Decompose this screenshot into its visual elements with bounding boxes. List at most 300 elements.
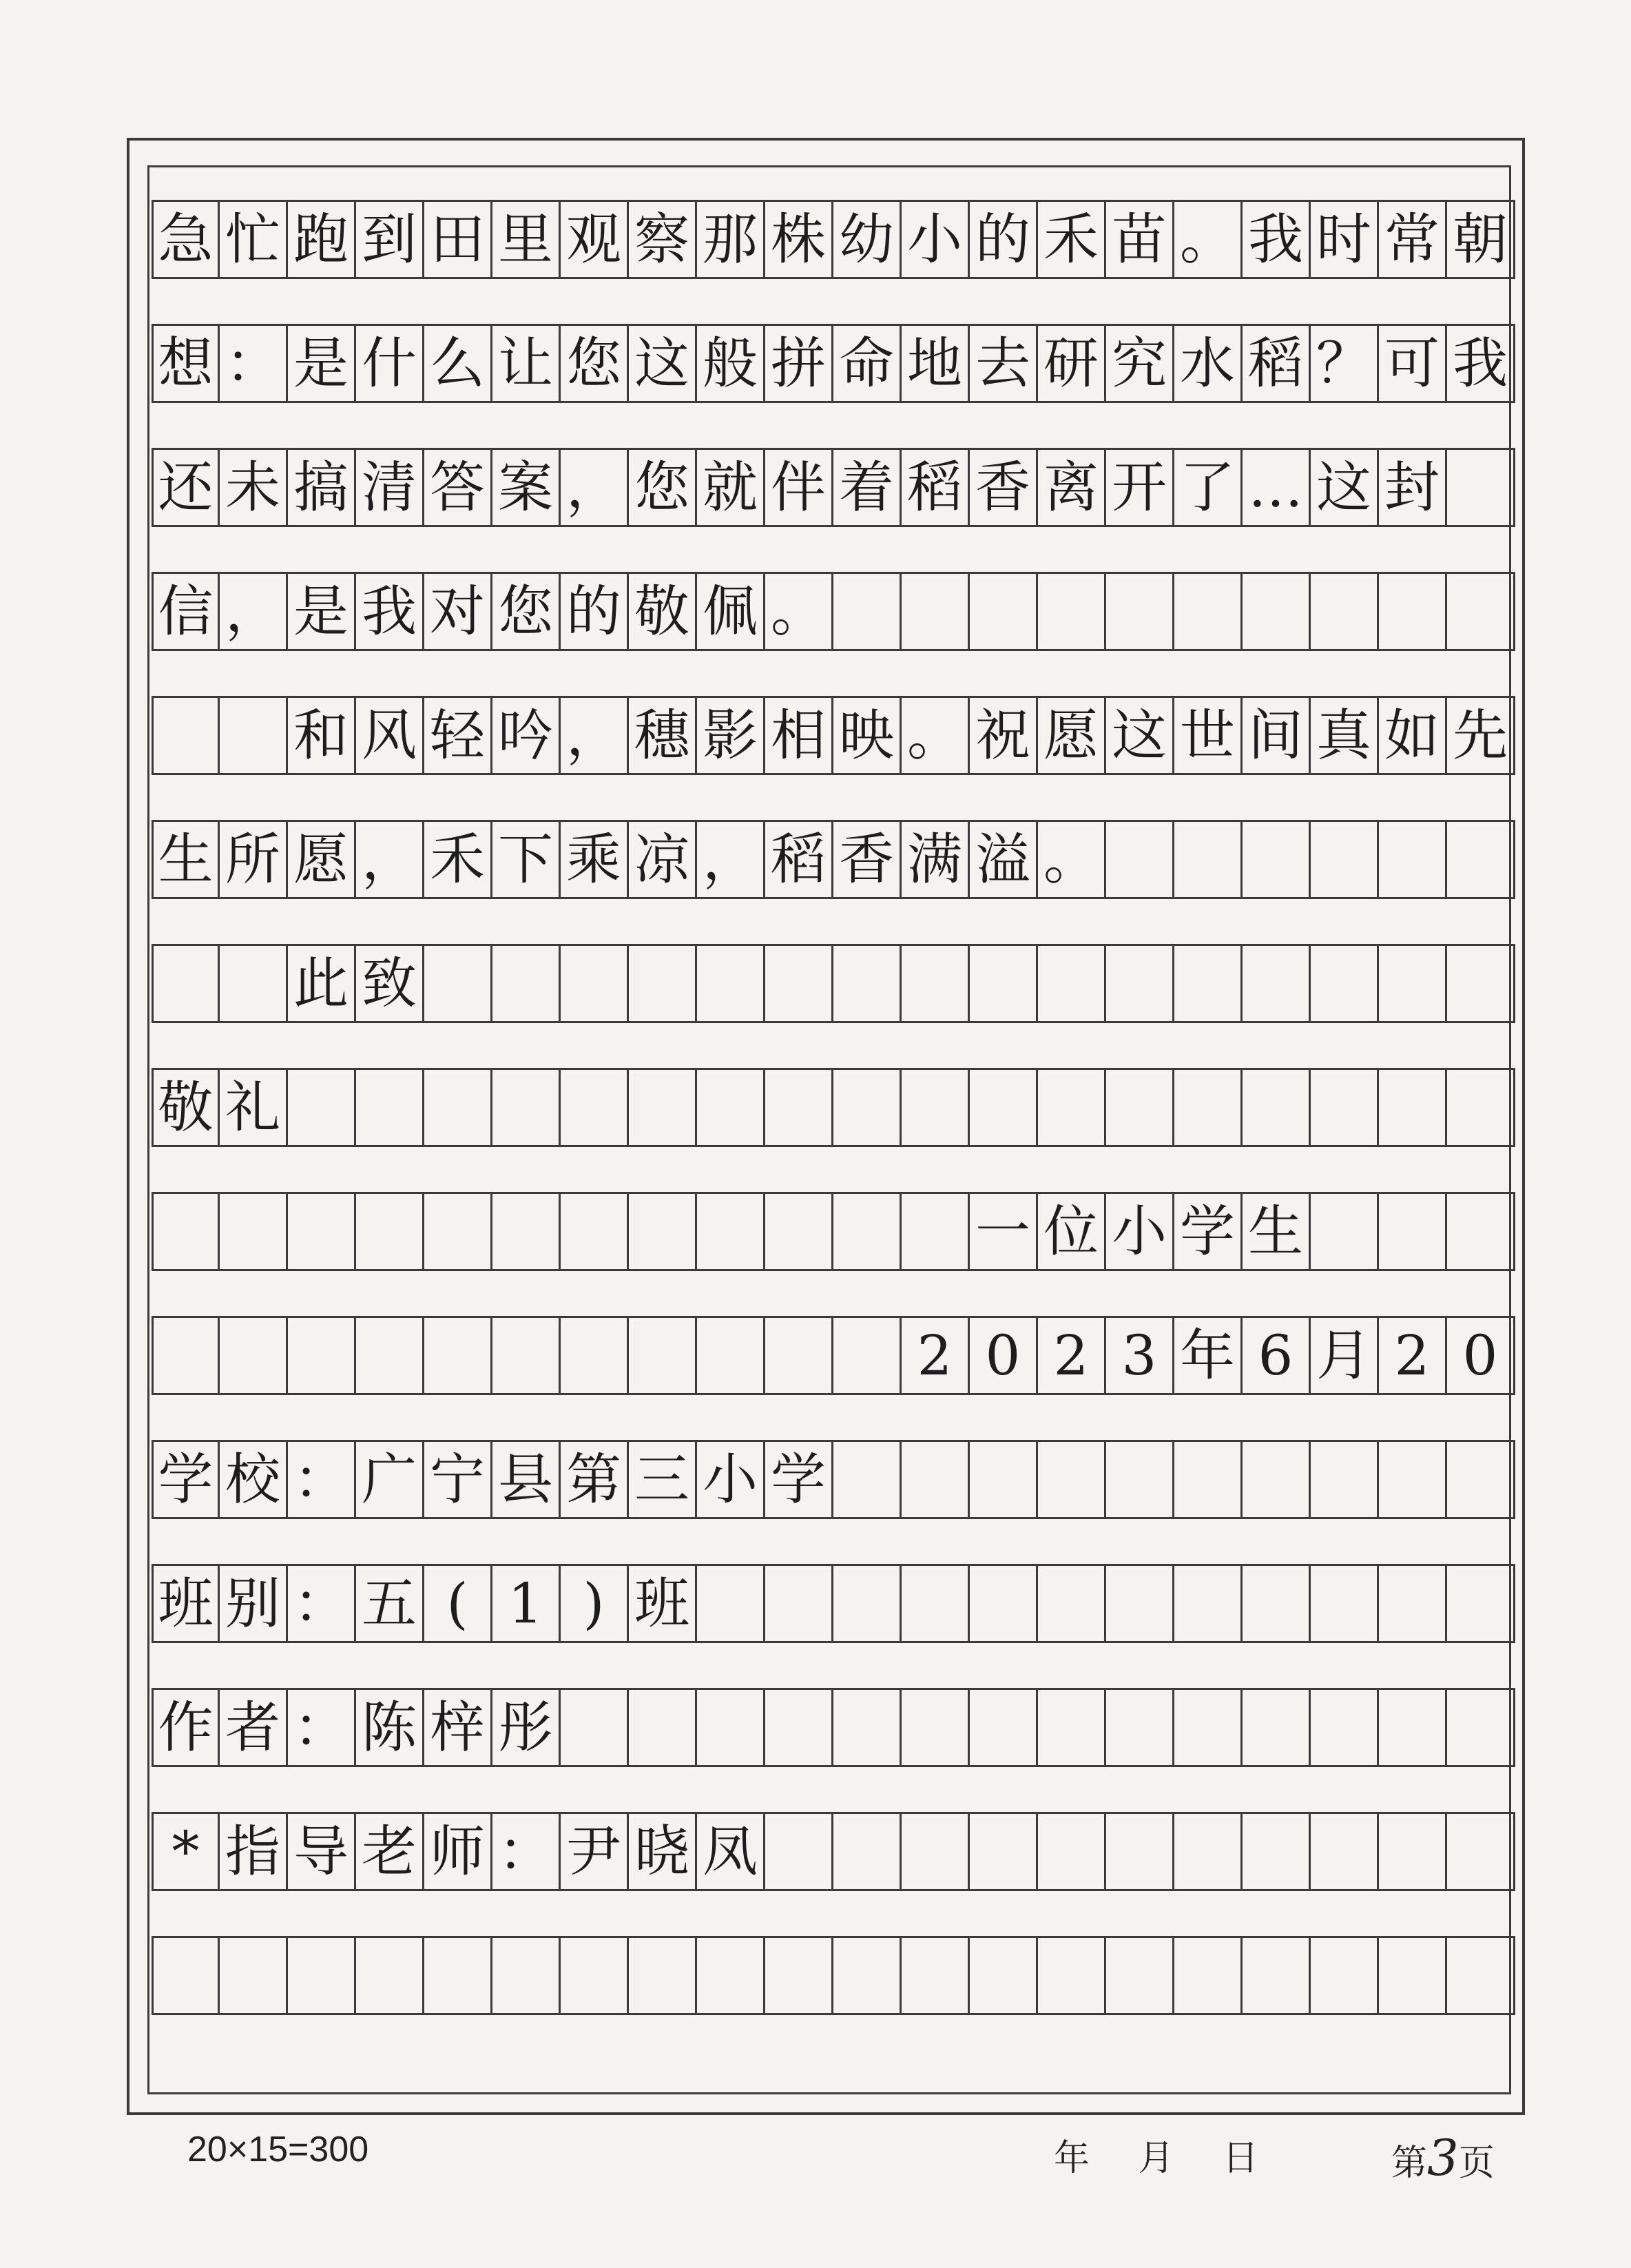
grid-cell [288, 1318, 356, 1393]
grid-row [152, 1316, 1515, 1395]
grid-cell: 指 [220, 1814, 288, 1889]
grid-row [152, 696, 1515, 775]
grid-cell: 。 [1174, 202, 1243, 277]
grid-cell [1447, 1442, 1515, 1517]
grid-cell: 礼 [220, 1070, 288, 1145]
grid-cell [1106, 1442, 1174, 1517]
grid-cell: 去 [970, 326, 1038, 401]
grid-cell: 稻 [902, 450, 970, 525]
grid-row [152, 944, 1515, 1023]
grid-cell [220, 1194, 288, 1269]
grid-cell [902, 1690, 970, 1765]
grid-cell: 敬 [629, 574, 697, 649]
grid-cell [1379, 822, 1447, 897]
grid-cell: 您 [629, 450, 697, 525]
grid-cell: 什 [356, 326, 424, 401]
grid-cell [1311, 1814, 1379, 1889]
grid-cell: 我 [356, 574, 424, 649]
grid-cell: 伴 [765, 450, 833, 525]
grid-cell: 满 [902, 822, 970, 897]
grid-cell: 对 [424, 574, 492, 649]
grid-cell [1447, 1938, 1515, 2013]
grid-cell: 忙 [220, 202, 288, 277]
grid-cell [1243, 1690, 1311, 1765]
grid-cell: 风 [356, 698, 424, 773]
grid-cell: 影 [697, 698, 765, 773]
page-number [1391, 2129, 1495, 2187]
grid-cell [152, 698, 220, 773]
grid-cell [1311, 1938, 1379, 2013]
grid-cell [1106, 1690, 1174, 1765]
grid-cell [424, 1194, 492, 1269]
grid-cell: 愿 [1038, 698, 1106, 773]
grid-cell [356, 1318, 424, 1393]
grid-cell: 3 [1106, 1318, 1174, 1393]
grid-cell [152, 1318, 220, 1393]
grid-cell [1379, 1442, 1447, 1517]
grid-cell: 稻 [765, 822, 833, 897]
grid-cell: 是 [288, 574, 356, 649]
grid-cell [561, 946, 629, 1021]
grid-cell: 先 [1447, 698, 1515, 773]
grid-cell [833, 1442, 902, 1517]
grid-cell: 乘 [561, 822, 629, 897]
grid-cell [833, 1566, 902, 1641]
grid-cell: 三 [629, 1442, 697, 1517]
grid-cell: 株 [765, 202, 833, 277]
grid-cell: 禾 [424, 822, 492, 897]
grid-cell [1311, 574, 1379, 649]
grid-cell: 您 [492, 574, 561, 649]
grid-cell: 宁 [424, 1442, 492, 1517]
grid-cell: ？ [1311, 326, 1379, 401]
grid-cell [1106, 1566, 1174, 1641]
grid-cell: 此 [288, 946, 356, 1021]
grid-cell: 晓 [629, 1814, 697, 1889]
grid-cell: 陈 [356, 1690, 424, 1765]
grid-cell: 里 [492, 202, 561, 277]
grid-cell [1106, 574, 1174, 649]
grid-cell [1311, 822, 1379, 897]
grid-cell: 小 [1106, 1194, 1174, 1269]
grid-cell: 那 [697, 202, 765, 277]
grid-cell: … [1243, 450, 1311, 525]
grid-cell: 了 [1174, 450, 1243, 525]
grid-cell [424, 1318, 492, 1393]
grid-cell [1379, 574, 1447, 649]
grid-row [152, 1564, 1515, 1643]
grid-cell [629, 946, 697, 1021]
grid-cell: ， [561, 450, 629, 525]
grid-cell: 田 [424, 202, 492, 277]
grid-cell: 封 [1379, 450, 1447, 525]
grid-cell [833, 1318, 902, 1393]
grid-cell: 广 [356, 1442, 424, 1517]
grid-cell: 到 [356, 202, 424, 277]
grid-cell: 凉 [629, 822, 697, 897]
grid-cell [1106, 946, 1174, 1021]
grid-cell: 祝 [970, 698, 1038, 773]
grid-cell [1379, 1814, 1447, 1889]
grid-cell [561, 1690, 629, 1765]
grid-cell: * [152, 1814, 220, 1889]
grid-cell: 2 [1379, 1318, 1447, 1393]
grid-cell [970, 946, 1038, 1021]
grid-cell: 尹 [561, 1814, 629, 1889]
grid-cell [1038, 1814, 1106, 1889]
grid-cell [492, 946, 561, 1021]
grid-cell: 想 [152, 326, 220, 401]
grid-cell: 下 [492, 822, 561, 897]
grid-cell: ： [288, 1442, 356, 1517]
grid-cell: 敬 [152, 1070, 220, 1145]
grid-cell: 生 [1243, 1194, 1311, 1269]
page-suffix: 页 [1458, 2143, 1495, 2184]
grid-cell [1379, 946, 1447, 1021]
grid-row [152, 1688, 1515, 1767]
grid-cell: 着 [833, 450, 902, 525]
grid-cell [492, 1194, 561, 1269]
grid-cell [1379, 1194, 1447, 1269]
grid-cell [1379, 1938, 1447, 2013]
grid-cell: 这 [1106, 698, 1174, 773]
grid-cell: 常 [1379, 202, 1447, 277]
grid-cell [765, 1566, 833, 1641]
grid-cell [1243, 1566, 1311, 1641]
grid-row [152, 1068, 1515, 1147]
grid-cell: 开 [1106, 450, 1174, 525]
grid-cell [424, 1070, 492, 1145]
grid-cell [1243, 1814, 1311, 1889]
grid-cell: 香 [833, 822, 902, 897]
grid-cell [1038, 1938, 1106, 2013]
grid-cell [697, 1318, 765, 1393]
grid-cell: 映 [833, 698, 902, 773]
grid-cell: 拼 [765, 326, 833, 401]
grid-cell [1447, 822, 1515, 897]
grid-cell [1447, 946, 1515, 1021]
grid-cell [152, 1938, 220, 2013]
grid-row [152, 324, 1515, 403]
grid-cell: 1 [492, 1566, 561, 1641]
grid-cell: 究 [1106, 326, 1174, 401]
grid-cell: 县 [492, 1442, 561, 1517]
grid-cell: 位 [1038, 1194, 1106, 1269]
grid-cell: 间 [1243, 698, 1311, 773]
grid-cell [1379, 1070, 1447, 1145]
grid-cell: 未 [220, 450, 288, 525]
grid-cell: ， [220, 574, 288, 649]
grid-cell: 研 [1038, 326, 1106, 401]
grid-cell [697, 1566, 765, 1641]
grid-cell: 清 [356, 450, 424, 525]
grid-cell [970, 1442, 1038, 1517]
grid-cell [356, 1938, 424, 2013]
grid-cell: 跑 [288, 202, 356, 277]
grid-cell [697, 1070, 765, 1145]
grid-cell: 我 [1243, 202, 1311, 277]
grid-cell [1243, 1070, 1311, 1145]
grid-cell [902, 1442, 970, 1517]
grid-cell: 水 [1174, 326, 1243, 401]
grid-cell: 2 [902, 1318, 970, 1393]
grid-cell [970, 1938, 1038, 2013]
grid-cell: 案 [492, 450, 561, 525]
grid-cell [356, 1070, 424, 1145]
grid-cell [1447, 1690, 1515, 1765]
grid-cell: 学 [1174, 1194, 1243, 1269]
grid-cell [1311, 1690, 1379, 1765]
grid-cell: 0 [1447, 1318, 1515, 1393]
grid-cell: 答 [424, 450, 492, 525]
grid-cell [1174, 822, 1243, 897]
grid-cell [629, 1690, 697, 1765]
grid-cell: 时 [1311, 202, 1379, 277]
grid-cell [765, 946, 833, 1021]
grid-cell [561, 1194, 629, 1269]
grid-cell: 梓 [424, 1690, 492, 1765]
grid-cell: 致 [356, 946, 424, 1021]
grid-cell: 。 [1038, 822, 1106, 897]
grid-cell [1174, 1938, 1243, 2013]
grid-count-label: 20×15=300 [187, 2130, 369, 2169]
grid-cell: 月 [1311, 1318, 1379, 1393]
grid-cell [561, 1318, 629, 1393]
grid-cell [1311, 1566, 1379, 1641]
grid-cell [697, 1938, 765, 2013]
grid-cell: 您 [561, 326, 629, 401]
grid-row [152, 572, 1515, 651]
grid-row [152, 1936, 1515, 2015]
grid-row [152, 448, 1515, 527]
grid-cell: 小 [697, 1442, 765, 1517]
grid-cell [1174, 574, 1243, 649]
grid-cell [1038, 1566, 1106, 1641]
grid-cell [561, 1938, 629, 2013]
grid-cell: 班 [629, 1566, 697, 1641]
grid-cell [1243, 574, 1311, 649]
grid-cell: 一 [970, 1194, 1038, 1269]
grid-cell [765, 1070, 833, 1145]
grid-cell [424, 946, 492, 1021]
grid-cell [220, 946, 288, 1021]
grid-cell [1106, 1070, 1174, 1145]
grid-cell: 导 [288, 1814, 356, 1889]
grid-cell: 轻 [424, 698, 492, 773]
grid-cell: ： [288, 1690, 356, 1765]
grid-cell: 苗 [1106, 202, 1174, 277]
grid-cell: 6 [1243, 1318, 1311, 1393]
grid-cell: ， [356, 822, 424, 897]
grid-cell: 年 [1174, 1318, 1243, 1393]
grid-row [152, 820, 1515, 899]
grid-cell [1243, 822, 1311, 897]
grid-cell: 小 [902, 202, 970, 277]
grid-cell [629, 1070, 697, 1145]
grid-cell [902, 574, 970, 649]
grid-cell: 作 [152, 1690, 220, 1765]
grid-cell: ) [561, 1566, 629, 1641]
grid-cell: 0 [970, 1318, 1038, 1393]
grid-cell: 佩 [697, 574, 765, 649]
grid-cell [902, 946, 970, 1021]
grid-cell [765, 1938, 833, 2013]
grid-cell [1311, 1070, 1379, 1145]
grid-cell [288, 1194, 356, 1269]
grid-cell [1311, 1442, 1379, 1517]
grid-cell [1447, 1070, 1515, 1145]
grid-cell: 搞 [288, 450, 356, 525]
grid-cell [561, 1070, 629, 1145]
grid-cell [697, 1690, 765, 1765]
grid-cell: 还 [152, 450, 220, 525]
grid-cell: 香 [970, 450, 1038, 525]
grid-cell [765, 1318, 833, 1393]
grid-cell [970, 1566, 1038, 1641]
grid-cell: 是 [288, 326, 356, 401]
grid-cell: 离 [1038, 450, 1106, 525]
grid-cell [1447, 574, 1515, 649]
grid-cell [1243, 946, 1311, 1021]
page-number-value: 3 [1427, 2129, 1459, 2187]
grid-cell [1106, 822, 1174, 897]
grid-cell [1311, 1194, 1379, 1269]
grid-cell: 学 [765, 1442, 833, 1517]
grid-cell: 。 [765, 574, 833, 649]
grid-cell [1038, 574, 1106, 649]
grid-cell [1106, 1814, 1174, 1889]
grid-cell [833, 1690, 902, 1765]
grid-cell: ， [561, 698, 629, 773]
grid-cell [833, 946, 902, 1021]
grid-cell [833, 1938, 902, 2013]
grid-cell [1447, 450, 1515, 525]
grid-cell [1038, 946, 1106, 1021]
grid-cell: 第 [561, 1442, 629, 1517]
grid-cell [492, 1318, 561, 1393]
grid-cell: 学 [152, 1442, 220, 1517]
grid-cell [1174, 1070, 1243, 1145]
grid-cell [1174, 1814, 1243, 1889]
grid-cell: 班 [152, 1566, 220, 1641]
grid-cell [1174, 946, 1243, 1021]
grid-cell [1243, 1442, 1311, 1517]
grid-cell: ， [697, 822, 765, 897]
grid-cell: 所 [220, 822, 288, 897]
grid-cell [902, 1070, 970, 1145]
grid-cell [1174, 1690, 1243, 1765]
grid-cell: 观 [561, 202, 629, 277]
grid-cell [1038, 1690, 1106, 1765]
grid-cell [1038, 1070, 1106, 1145]
grid-cell [970, 1690, 1038, 1765]
grid-cell [902, 1938, 970, 2013]
grid-cell: 2 [1038, 1318, 1106, 1393]
grid-cell: 这 [629, 326, 697, 401]
grid-cell [1038, 1442, 1106, 1517]
grid-cell [220, 1318, 288, 1393]
grid-cell [1447, 1814, 1515, 1889]
grid-cell [902, 1814, 970, 1889]
grid-cell: 者 [220, 1690, 288, 1765]
grid-cell: 我 [1447, 326, 1515, 401]
grid-cell [1379, 1690, 1447, 1765]
grid-cell: 让 [492, 326, 561, 401]
grid-cell: 世 [1174, 698, 1243, 773]
grid-cell [1447, 1566, 1515, 1641]
grid-cell: 。 [902, 698, 970, 773]
grid-cell: 地 [902, 326, 970, 401]
grid-cell: 朝 [1447, 202, 1515, 277]
grid-cell [152, 1194, 220, 1269]
grid-cell: 幼 [833, 202, 902, 277]
grid-cell [220, 698, 288, 773]
grid-cell [220, 1938, 288, 2013]
grid-cell: 老 [356, 1814, 424, 1889]
grid-cell [833, 574, 902, 649]
grid-cell: 凤 [697, 1814, 765, 1889]
grid-cell [1447, 1194, 1515, 1269]
grid-cell [152, 946, 220, 1021]
date-label: 年 月 日 [1054, 2138, 1260, 2179]
grid-cell [492, 1070, 561, 1145]
grid-cell [492, 1938, 561, 2013]
grid-cell: 生 [152, 822, 220, 897]
grid-cell [1243, 1938, 1311, 2013]
grid-cell: 师 [424, 1814, 492, 1889]
grid-cell: 般 [697, 326, 765, 401]
grid-cell: 这 [1311, 450, 1379, 525]
grid-cell: 察 [629, 202, 697, 277]
grid-cell [902, 1566, 970, 1641]
grid-cell: 急 [152, 202, 220, 277]
grid-cell [288, 1070, 356, 1145]
grid-cell [288, 1938, 356, 2013]
grid-cell: 相 [765, 698, 833, 773]
grid-cell: 的 [970, 202, 1038, 277]
grid-cell: 溢 [970, 822, 1038, 897]
grid-cell: 吟 [492, 698, 561, 773]
grid-row [152, 1192, 1515, 1271]
grid-cell [629, 1938, 697, 2013]
grid-cell [833, 1194, 902, 1269]
grid-cell [970, 574, 1038, 649]
grid-cell: 禾 [1038, 202, 1106, 277]
grid-cell [1174, 1442, 1243, 1517]
grid-cell: 如 [1379, 698, 1447, 773]
grid-cell [902, 1194, 970, 1269]
grid-cell: 彤 [492, 1690, 561, 1765]
grid-cell: 的 [561, 574, 629, 649]
grid-cell [629, 1318, 697, 1393]
grid-cell: 稻 [1243, 326, 1311, 401]
grid-cell: 信 [152, 574, 220, 649]
grid-cell [424, 1938, 492, 2013]
grid-cell: 么 [424, 326, 492, 401]
grid-cell: ： [492, 1814, 561, 1889]
grid-cell: 愿 [288, 822, 356, 897]
grid-cell [765, 1814, 833, 1889]
grid-cell: 别 [220, 1566, 288, 1641]
grid-cell: ： [288, 1566, 356, 1641]
grid-cell [629, 1194, 697, 1269]
grid-cell [1106, 1938, 1174, 2013]
grid-row [152, 1812, 1515, 1891]
grid-cell: ： [220, 326, 288, 401]
grid-cell [833, 1814, 902, 1889]
grid-cell [1311, 946, 1379, 1021]
grid-cell: ( [424, 1566, 492, 1641]
